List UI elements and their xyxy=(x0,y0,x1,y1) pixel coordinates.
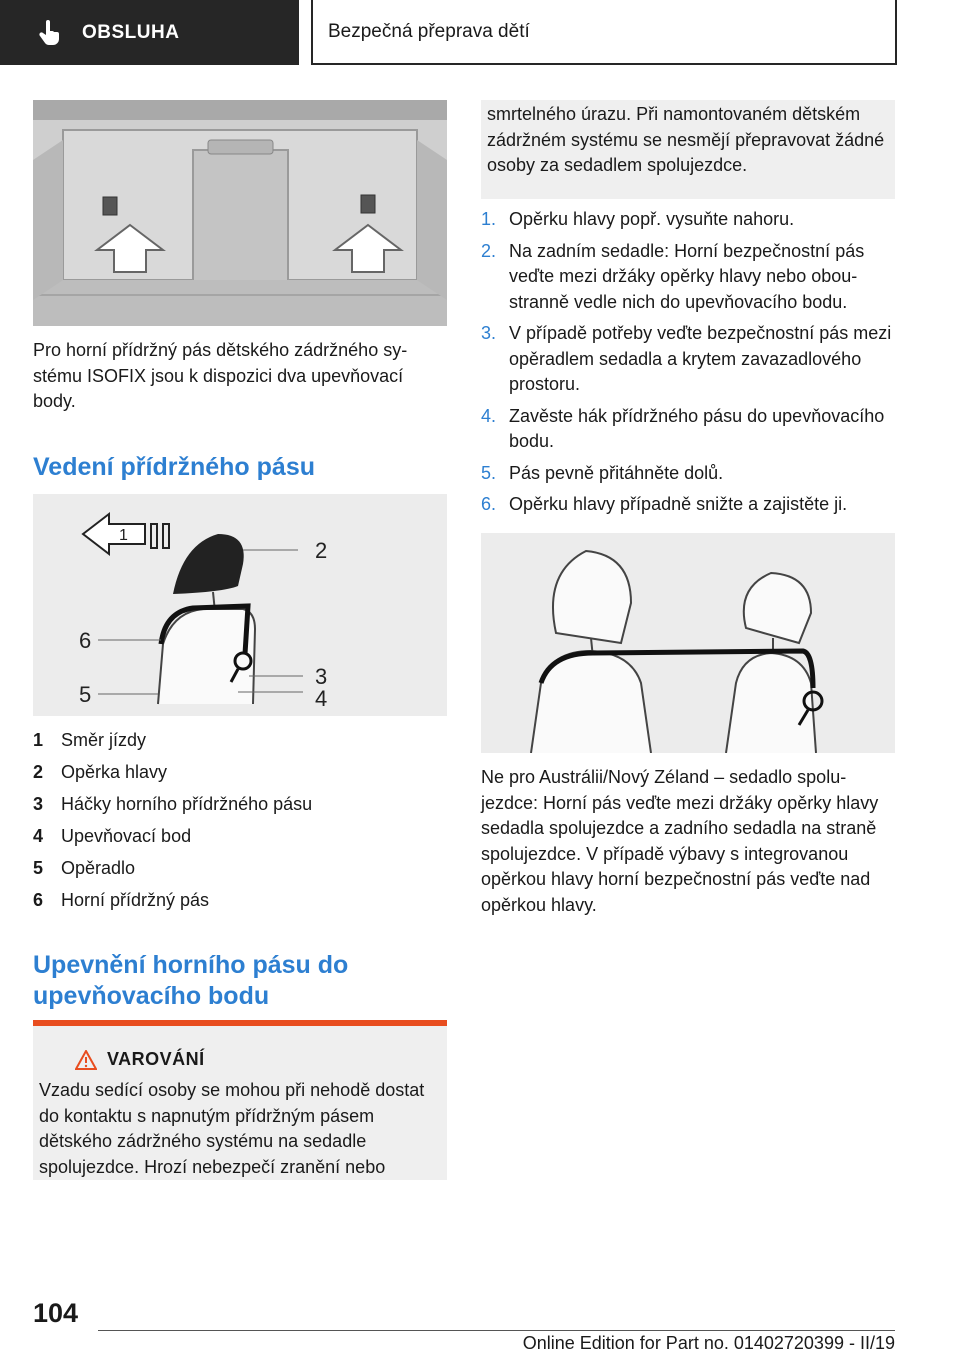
edition-note: Online Edition for Part no. 01402720399 - II/19 xyxy=(522,1333,895,1353)
section-tab xyxy=(0,0,299,65)
warning-continuation xyxy=(481,100,895,199)
chapter-title: Bezpečná přeprava dětí xyxy=(328,20,530,42)
step-item: 6. Opěrku hlavy případně snižte a zajistěte ji. xyxy=(481,494,848,514)
legend-item: 6 Horní přídržný pás xyxy=(33,890,210,910)
warning-continuation-text: smrtelného úrazu. Při namontovaném dětském zádržném systému se nesmějí přepravovat žádné osoby za sedadlem spolujezdce. xyxy=(487,104,885,175)
callout-5: 5 xyxy=(79,682,92,707)
callout-6: 6 xyxy=(79,628,92,653)
callout-1: 1 xyxy=(119,527,128,544)
section-label: OBSLUHA xyxy=(82,21,180,43)
seats-strap-diagram xyxy=(481,533,895,753)
warning-text: Vzadu sedící osoby se mohou při nehodě dostat do kontaktu s napnutým přídržným pásem dětského zádržného systému na sedadle spolujezdce. Hrozí nebezpečí zranění nebo xyxy=(39,1080,425,1177)
warning-title: VAROVÁNÍ xyxy=(107,1049,205,1069)
legend-item: 5 Opěradlo xyxy=(33,858,136,878)
step-item: 2. Na zadním sedadle: Horní bezpečnostní pás veďte mezi držáky opěrky hlavy nebo oboustranně vedle nich do upevňovacího bodu. xyxy=(481,240,865,312)
section-heading-2: Upevnění horního pásu do upevňovacího bodu xyxy=(33,951,349,1010)
footer-divider xyxy=(98,1330,895,1331)
hand-pointer-icon xyxy=(38,20,62,46)
legend-item: 1 Směr jízdy xyxy=(33,730,147,750)
step-item: 4. Zavěste hák přídržného pásu do upevňovacího bodu. xyxy=(481,405,885,451)
callout-4: 4 xyxy=(315,686,328,711)
instruction-steps xyxy=(481,207,895,524)
warning-triangle-icon xyxy=(75,1050,97,1070)
step-item: 1. Opěrku hlavy popř. vysuňte nahoru. xyxy=(481,209,795,229)
intro-paragraph: Pro horní přídržný pás dětského zádržného systému ISOFIX jsou k dispozici dva upevňovací body. xyxy=(33,340,408,411)
page-number: 104 xyxy=(33,1298,79,1328)
legend-item: 2 Opěrka hlavy xyxy=(33,762,168,782)
trunk-anchors-image xyxy=(33,100,447,326)
section-heading: Vedení přídržného pásu xyxy=(33,453,315,481)
step-item: 3. V případě potřeby veďte bezpečnostní pás mezi opěradlem sedadla a krytem zavazadlového prostoru. xyxy=(481,323,892,394)
diagram-legend xyxy=(33,725,443,917)
legend-item: 4 Upevňovací bod xyxy=(33,826,192,846)
callout-3: 3 xyxy=(315,664,328,689)
legend-item: 3 Háčky horního přídržného pásu xyxy=(33,794,313,814)
warning-accent-bar xyxy=(33,1020,447,1026)
strap-routing-diagram xyxy=(33,494,447,716)
step-item: 5. Pás pevně přitáhněte dolů. xyxy=(481,462,724,483)
callout-2: 2 xyxy=(315,538,328,563)
chapter-header xyxy=(311,0,897,65)
note-paragraph: Ne pro Austrálii/Nový Zéland – sedadlo spolujezdce: Horní pás veďte mezi držáky opěrky hlavy sedadla spolujezdce a zadního sedadla na straně spolujezdce. V případě výbavy s integrovanou opěrkou hlavy horní bezpečnostní pás veďte nad opěrkou hlavy. xyxy=(481,767,879,915)
warning-box xyxy=(33,1020,447,1180)
